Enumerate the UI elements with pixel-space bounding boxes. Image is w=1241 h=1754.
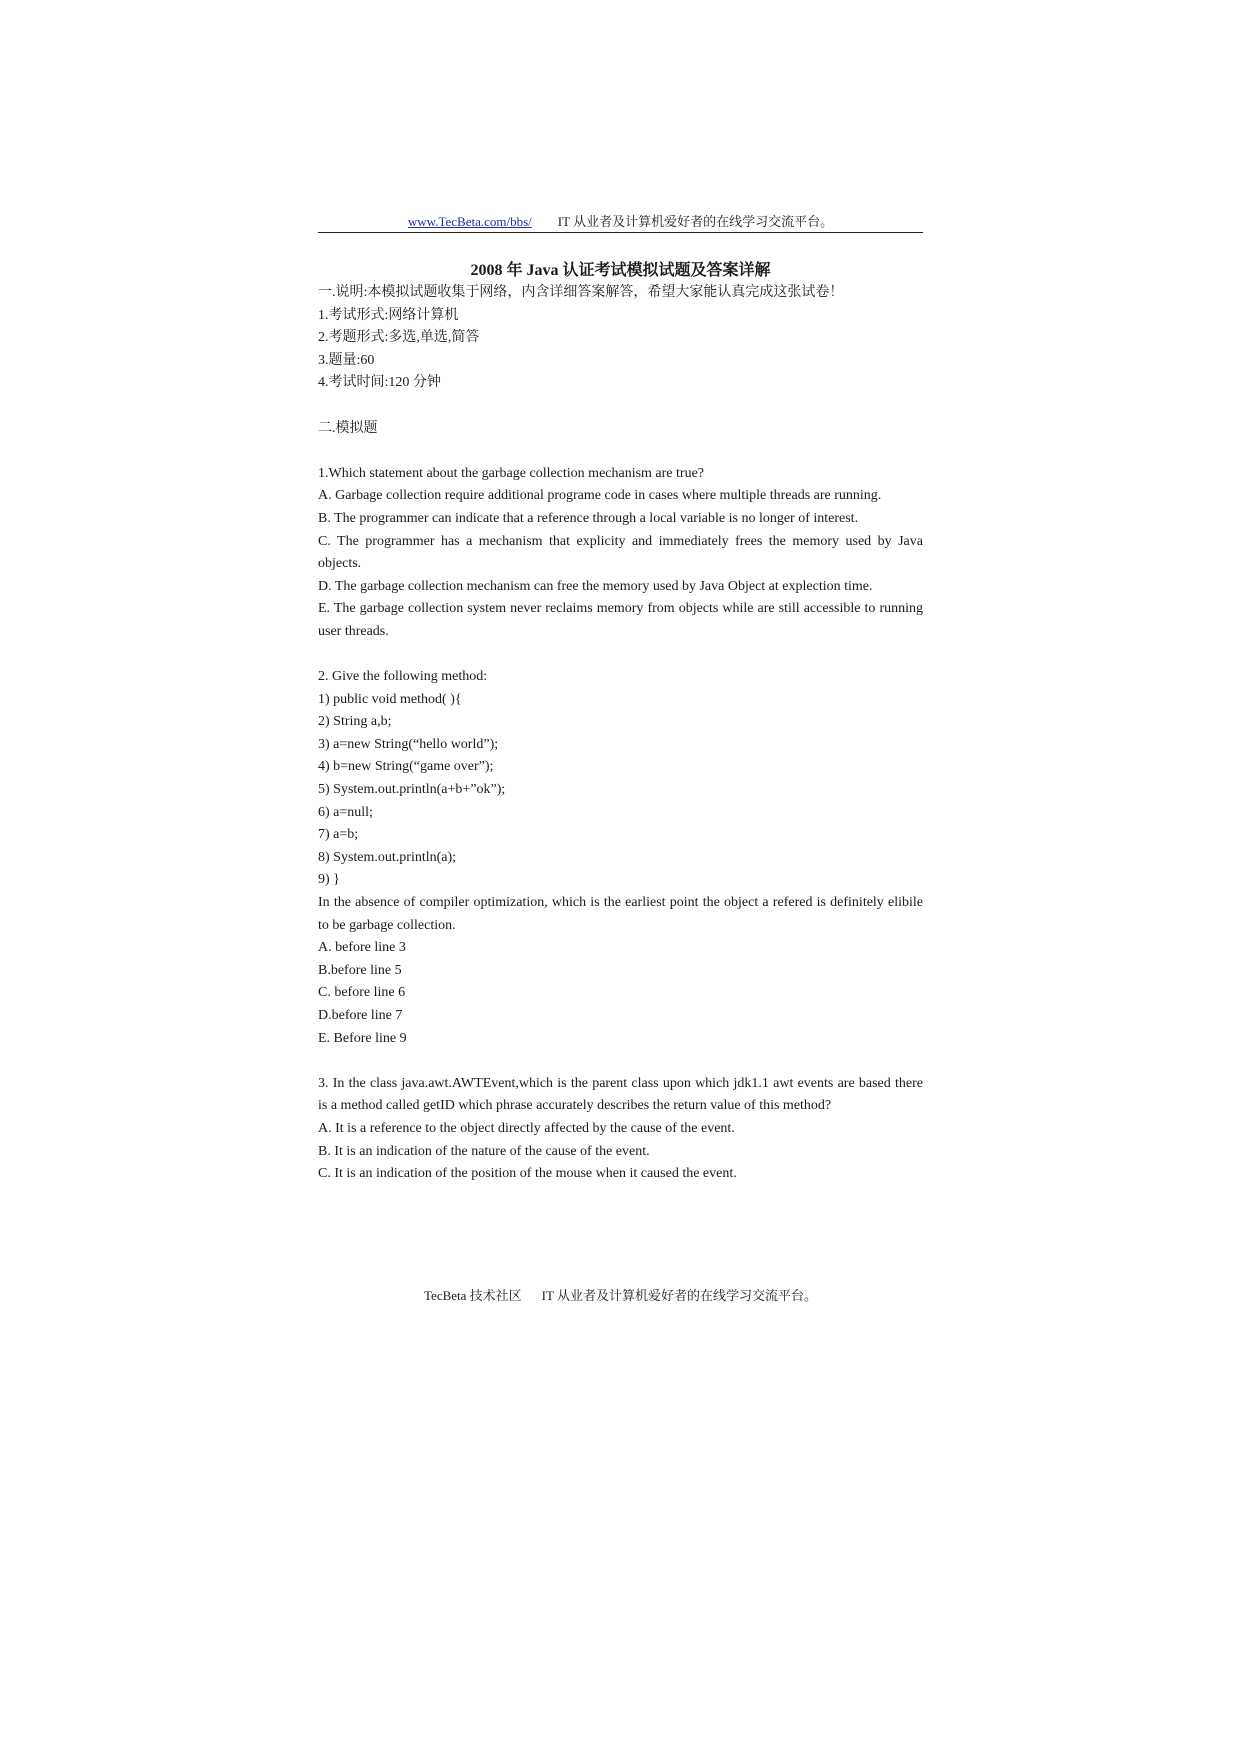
answer-option: B. The programmer can indicate that a reference through a local variable is no longer of interest.: [318, 510, 859, 526]
document-page: [318, 212, 927, 1186]
code-line: 1) public void method( ){: [318, 691, 462, 707]
answer-option: A. before line 3: [318, 940, 406, 956]
answer-option: C. before line 6: [318, 985, 406, 1001]
intro-item: 4.考试时间:120 分钟: [318, 375, 441, 391]
page-footer: [318, 1286, 923, 1306]
section-heading: 二.模拟题: [318, 420, 378, 436]
answer-option: D.before line 7: [318, 1008, 403, 1023]
spacer: [318, 644, 923, 667]
answer-option: B. It is an indication of the nature of the cause of the event.: [318, 1143, 650, 1159]
code-line: 4) b=new String(“game over”);: [318, 759, 494, 775]
footer-tagline: IT 从业者及计算机爱好者的在线学习交流平台。: [541, 1288, 817, 1303]
code-line: 8) System.out.println(a);: [318, 849, 457, 865]
answer-option: C. It is an indication of the position of the mouse when it caused the event.: [318, 1166, 737, 1182]
code-line: 3) a=new String(“hello world”);: [318, 736, 499, 752]
answer-option: A. It is a reference to the object directly affected by the cause of the event.: [318, 1120, 735, 1136]
question-text: 1.Which statement about the garbage collection mechanism are true?: [318, 465, 705, 481]
question-text: 3. In the class java.awt.AWTEvent,which is the parent class upon which jdk1.1 awt events are based there is a method called getID which phrase accurately describes the return value of this method?: [318, 1075, 927, 1114]
code-line: 9) }: [318, 872, 340, 888]
footer-site-name: TecBeta 技术社区: [424, 1288, 522, 1303]
question-3: [318, 1073, 927, 1186]
spacer: [318, 1050, 923, 1073]
intro-item: 1.考试形式:网络计算机: [318, 307, 459, 323]
code-line: 2) String a,b;: [318, 714, 392, 730]
answer-option: E. The garbage collection system never reclaims memory from objects while are still accessible to running user threads.: [318, 601, 927, 639]
answer-option: D. The garbage collection mechanism can free the memory used by Java Object at explection time.: [318, 578, 873, 594]
document-title: 2008 年 Java 认证考试模拟试题及答案详解: [470, 262, 771, 279]
question-2: [318, 666, 927, 1050]
code-line: 6) a=null;: [318, 804, 373, 820]
header-tagline: IT 从业者及计算机爱好者的在线学习交流平台。: [557, 214, 834, 229]
question-text: 2. Give the following method:: [318, 669, 488, 685]
intro-note: 一.说明:本模拟试题收集于网络，内含详细答案解答，希望大家能认真完成这张试卷！: [318, 285, 844, 300]
answer-option: E. Before line 9: [318, 1030, 407, 1046]
answer-option: A. Garbage collection require additional programe code in cases where multiple threads are running.: [318, 488, 882, 504]
header-website-link[interactable]: www.TecBeta.com/bbs/: [407, 214, 532, 229]
spacer: [318, 440, 923, 463]
intro-item: 3.题量:60: [318, 352, 375, 368]
question-prompt: In the absence of compiler optimization, which is the earliest point the object a refered is definitely elibile to be garbage collection.: [318, 895, 927, 933]
code-line: 7) a=b;: [318, 827, 359, 843]
question-1: [318, 463, 927, 644]
spacer: [318, 395, 923, 418]
code-line: 5) System.out.println(a+b+”ok”);: [318, 782, 506, 798]
intro-item: 2.考题形式:多选,单选,简答: [318, 330, 480, 346]
answer-option: C. The programmer has a mechanism that explicity and immediately frees the memory used by Java objects.: [318, 533, 927, 572]
answer-option: B.before line 5: [318, 962, 402, 978]
page-header: [318, 212, 923, 233]
